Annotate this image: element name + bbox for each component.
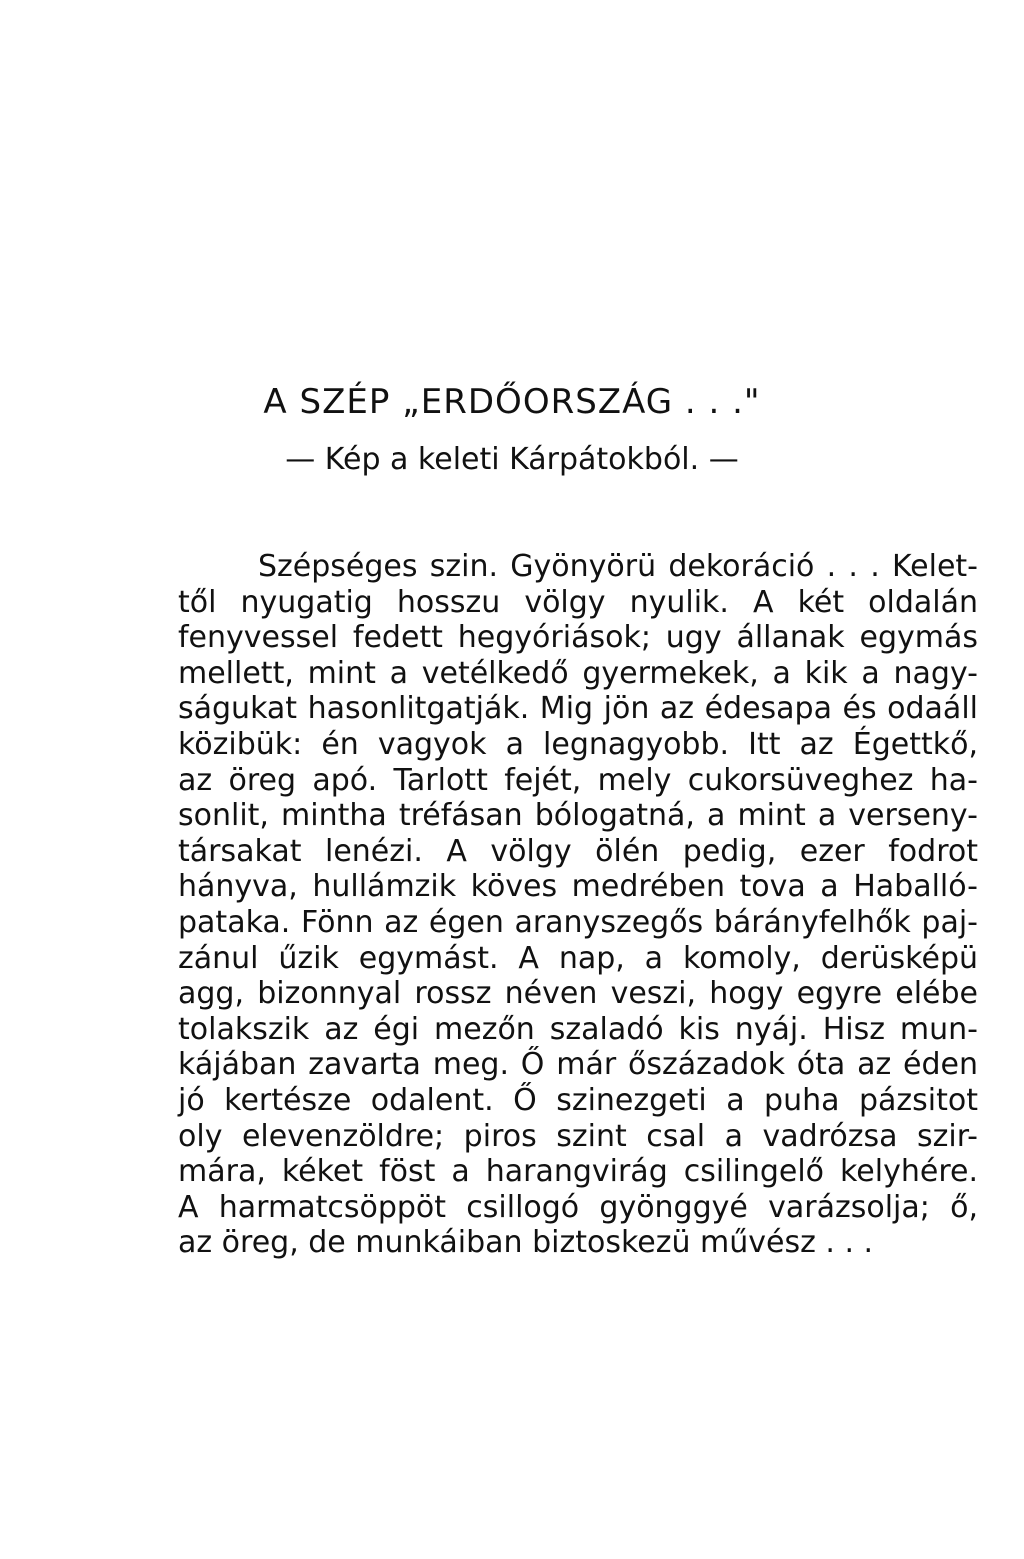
text-line: pataka. Fönn az égen aranyszegős bárányfelhők paj-: [178, 904, 978, 940]
text-line: mára, kéket föst a harangvirág csilingelő kelyhére.: [178, 1154, 978, 1190]
text-line: kájában zavarta meg. Ő már őszázadok óta az éden: [178, 1047, 978, 1083]
text-line: oly elevenzöldre; piros szint csal a vadrózsa szir-: [178, 1118, 978, 1154]
text-line: fenyvessel fedett hegyóriások; ugy állanak egymás: [178, 620, 978, 656]
text-line: ságukat hasonlitgatják. Mig jön az édesapa és odaáll: [178, 691, 978, 727]
text-line: től nyugatig hosszu völgy nyulik. A két oldalán: [178, 584, 978, 620]
text-line: társakat lenézi. A völgy ölén pedig, ezer fodrot: [178, 833, 978, 869]
text-line: A harmatcsöppöt csillogó gyönggyé varázsolja; ő,: [178, 1189, 978, 1225]
text-line: hányva, hullámzik köves medrében tova a Haballó-: [178, 869, 978, 905]
text-line: közibük: én vagyok a legnagyobb. Itt az Égettkő,: [178, 726, 978, 762]
text-line: Szépséges szin. Gyönyörü dekoráció . . . Kelet-: [258, 549, 978, 584]
chapter-subtitle: — Kép a keleti Kárpátokból. —: [285, 442, 739, 477]
text-line: jó kertésze odalent. Ő szinezgeti a puha pázsitot: [178, 1082, 978, 1118]
chapter-title: A SZÉP „ERDŐORSZÁG . . .": [263, 382, 761, 422]
text-line: zánul űzik egymást. A nap, a komoly, derüsképü: [178, 940, 978, 976]
text-line: az öreg apó. Tarlott fejét, mely cukorsüveghez ha-: [178, 762, 978, 798]
text-line: az öreg, de munkáiban biztoskezü művész . . .: [178, 1225, 874, 1261]
text-line: tolakszik az égi mezőn szaladó kis nyáj. Hisz mun-: [178, 1011, 978, 1047]
body-paragraph: [178, 549, 978, 1261]
text-line: mellett, mint a vetélkedő gyermekek, a kik a nagy-: [178, 655, 978, 691]
text-line: agg, bizonnyal rossz néven veszi, hogy egyre elébe: [178, 976, 978, 1012]
text-line: sonlit, mintha tréfásan bólogatná, a mint a verseny-: [178, 798, 978, 834]
